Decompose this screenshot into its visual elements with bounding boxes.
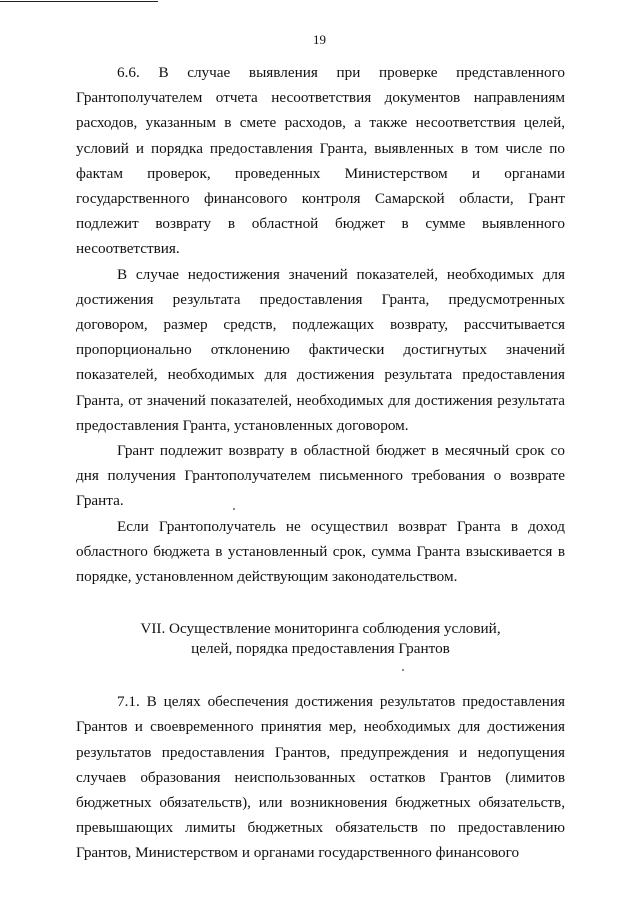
page-number: 19 <box>313 32 326 47</box>
paragraph-enforcement: Если Грантополучатель не осуществил возврат Гранта в доход областного бюджета в установленный срок, сумма Гранта взыскивается в порядке, установленном действующим законодательством. <box>76 517 565 586</box>
document-body <box>76 60 565 866</box>
section-heading <box>76 619 565 659</box>
section-heading-line-2: целей, порядка предоставления Грантов <box>191 640 450 658</box>
paragraph-7-1: 7.1. В целях обеспечения достижения результатов предоставления Грантов и своевременного принятия мер, необходимых для достижения результатов предоставления Грантов, предупреждения и недопущения случаев образования неиспользованных остатков Грантов (лимитов бюджетных обязательств), или возникновения бюджетных обязательств, превышающих лимиты бюджетных обязательств по предоставлению Грантов, Министерством и органами государственного финансового <box>76 693 565 862</box>
paragraph-nondelivery: В случае недостижения значений показателей, необходимых для достижения результата предоставления Гранта, предусмотренных договором, размер средств, подлежащих возврату, рассчитывается пропорционально отклонению фактически достигнутых значений показателей, необходимых для достижения результата предоставления Гранта, от значений показателей, необходимых для достижения результата предоставления Гранта, установленных договором. <box>76 265 565 434</box>
section-heading-line-1: VII. Осуществление мониторинга соблюдения условий, <box>140 620 501 638</box>
top-edge-rule <box>0 1 158 2</box>
scan-speck <box>233 508 235 510</box>
paragraph-6-6: 6.6. В случае выявления при проверке представленного Грантополучателем отчета несоответствия документов направлениям расходов, указанным в смете расходов, а также несоответствия целей, условий и порядка предоставления Гранта, выявленных в том числе по фактам проверок, проведенных Министерством и органами государственного финансового контроля Самарской области, Грант подлежит возврату в областной бюджет в сумме выявленного несоответствия. <box>76 64 565 258</box>
paragraph-return-term: Грант подлежит возврату в областной бюджет в месячный срок со дня получения Грантополучателем письменного требования о возврате Гранта. <box>76 442 565 510</box>
scan-speck <box>402 669 404 671</box>
